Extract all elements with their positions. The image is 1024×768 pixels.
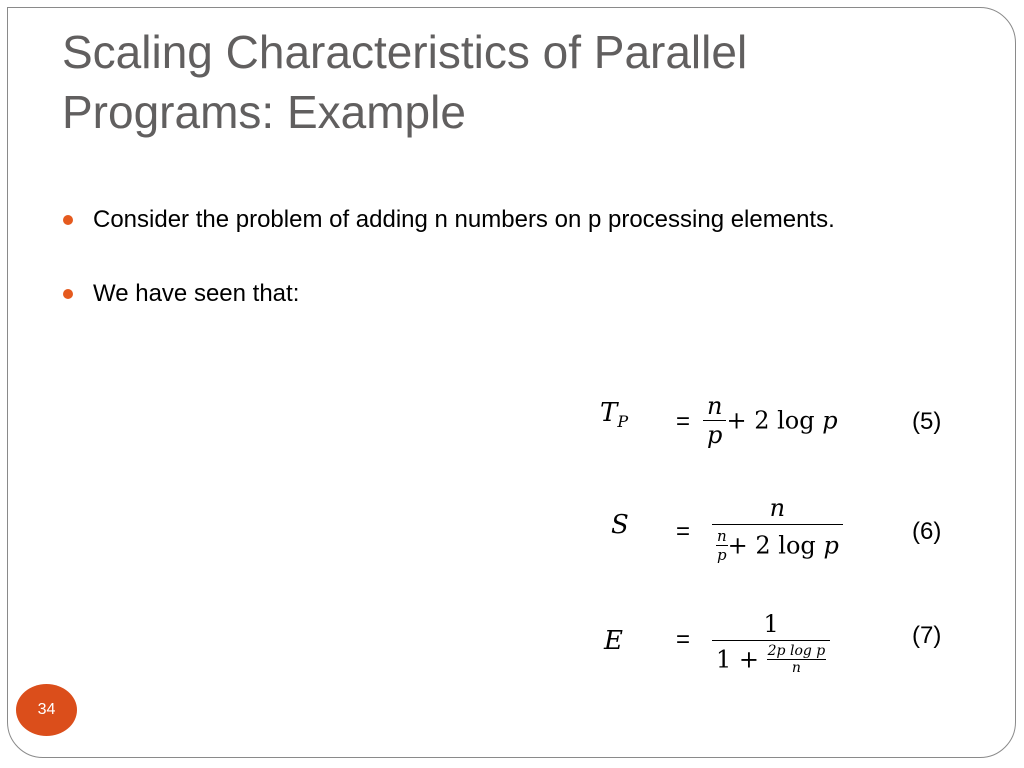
slide-title xyxy=(62,22,962,142)
eq7-numerator: 1 xyxy=(763,610,779,638)
bullet-dot-icon xyxy=(63,215,73,225)
eq5-rest-var: p xyxy=(822,406,838,435)
eq6-rhs xyxy=(712,494,843,564)
eq6-label: (6) xyxy=(912,518,942,545)
eq7-small-den: n xyxy=(767,659,827,676)
bullet-text: Consider the problem of adding n numbers on p processing elements. xyxy=(93,206,835,233)
bullet-item xyxy=(62,206,882,234)
eq6-fraction xyxy=(712,494,843,564)
eq7-den-prefix: 1 + xyxy=(716,645,767,674)
equation-5 xyxy=(0,392,1024,452)
eq5-rhs xyxy=(703,392,838,449)
eq6-denominator xyxy=(712,524,843,564)
eq5-frac-den: p xyxy=(703,420,726,449)
bullet-list xyxy=(62,206,882,308)
eq7-label: (7) xyxy=(912,622,942,649)
eq6-numerator: n xyxy=(769,494,786,522)
equation-7 xyxy=(0,610,1024,686)
eq5-lhs xyxy=(600,398,628,431)
eq6-den-rest-var: p xyxy=(823,531,839,560)
equation-6 xyxy=(0,494,1024,570)
eq6-lhs: S xyxy=(611,510,629,540)
bullet-text: We have seen that: xyxy=(93,280,300,307)
eq7-equals: = xyxy=(676,626,691,653)
eq6-small-den: p xyxy=(717,546,727,564)
eq7-fraction xyxy=(712,610,830,676)
eq5-frac-num: n xyxy=(707,392,723,420)
eq7-rhs xyxy=(712,610,830,676)
eq5-fraction xyxy=(703,392,726,449)
eq7-small-num: 2p log p xyxy=(767,643,826,659)
eq6-small-num: n xyxy=(717,527,727,545)
eq6-den-rest: + 2 log xyxy=(727,531,824,560)
eq7-denominator xyxy=(712,640,830,676)
bullet-dot-icon xyxy=(63,289,73,299)
eq5-lhs-symbol: T xyxy=(600,398,618,428)
eq5-equals: = xyxy=(676,408,691,435)
eq6-small-fraction xyxy=(716,527,728,564)
title-line-1: Scaling Characteristics of Parallel xyxy=(62,26,748,78)
eq7-small-fraction xyxy=(767,643,827,676)
eq5-label: (5) xyxy=(912,408,942,435)
eq6-equals: = xyxy=(676,518,691,545)
page-number-badge: 34 xyxy=(16,684,77,736)
eq7-lhs: E xyxy=(604,626,623,656)
eq5-lhs-subscript: P xyxy=(617,412,629,432)
bullet-item xyxy=(62,280,882,308)
eq5-rest: + 2 log xyxy=(726,406,823,435)
title-line-2: Programs: Example xyxy=(62,86,466,138)
